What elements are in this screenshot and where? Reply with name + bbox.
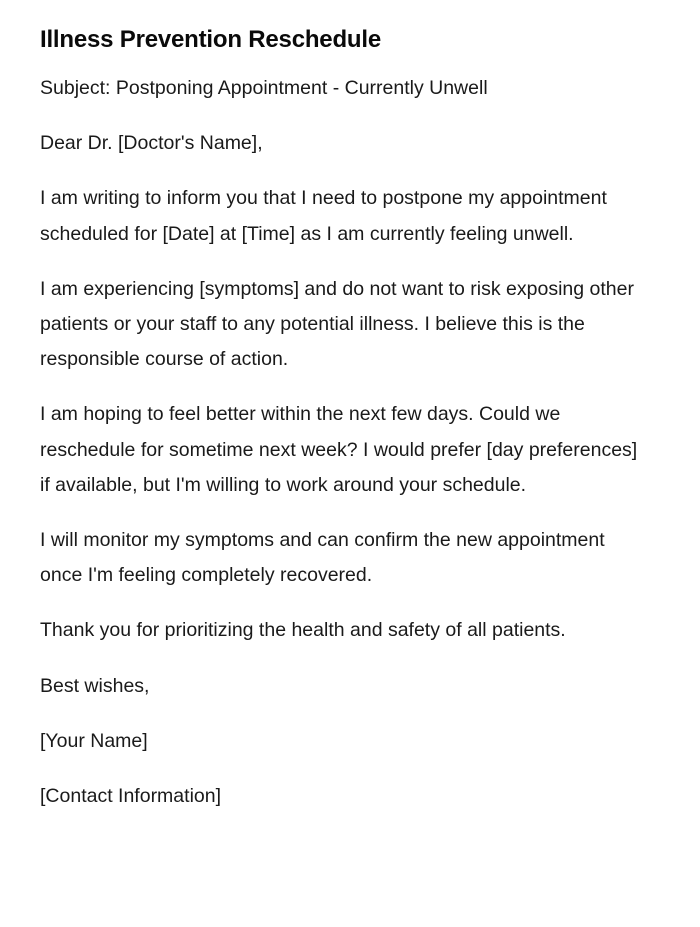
signature-contact: [Contact Information] (40, 785, 222, 808)
letter-paragraph: I will monitor my symptoms and can confirm the new appointment once I'm feeling completely recovered. (40, 529, 605, 587)
letter-closing: Best wishes, (40, 674, 150, 697)
document-title: Illness Prevention Reschedule (40, 26, 381, 53)
letter-paragraph: I am hoping to feel better within the next few days. Could we reschedule for sometime next week? I would prefer [day preferences] if available, but I'm willing to work around your schedule. (40, 403, 638, 496)
signature-name: [Your Name] (40, 729, 148, 752)
letter-salutation: Dear Dr. [Doctor's Name], (40, 132, 263, 155)
letter-page (40, 22, 640, 834)
letter-paragraph: I am writing to inform you that I need to postpone my appointment scheduled for [Date] at [Time] as I am currently feeling unwell. (40, 187, 607, 245)
letter-paragraph: Thank you for prioritizing the health and safety of all patients. (40, 619, 566, 642)
letter-subject: Subject: Postponing Appointment - Currently Unwell (40, 77, 488, 99)
letter-paragraph: I am experiencing [symptoms] and do not want to risk exposing other patients or your staff to any potential illness. I believe this is the responsible course of action. (40, 277, 634, 371)
